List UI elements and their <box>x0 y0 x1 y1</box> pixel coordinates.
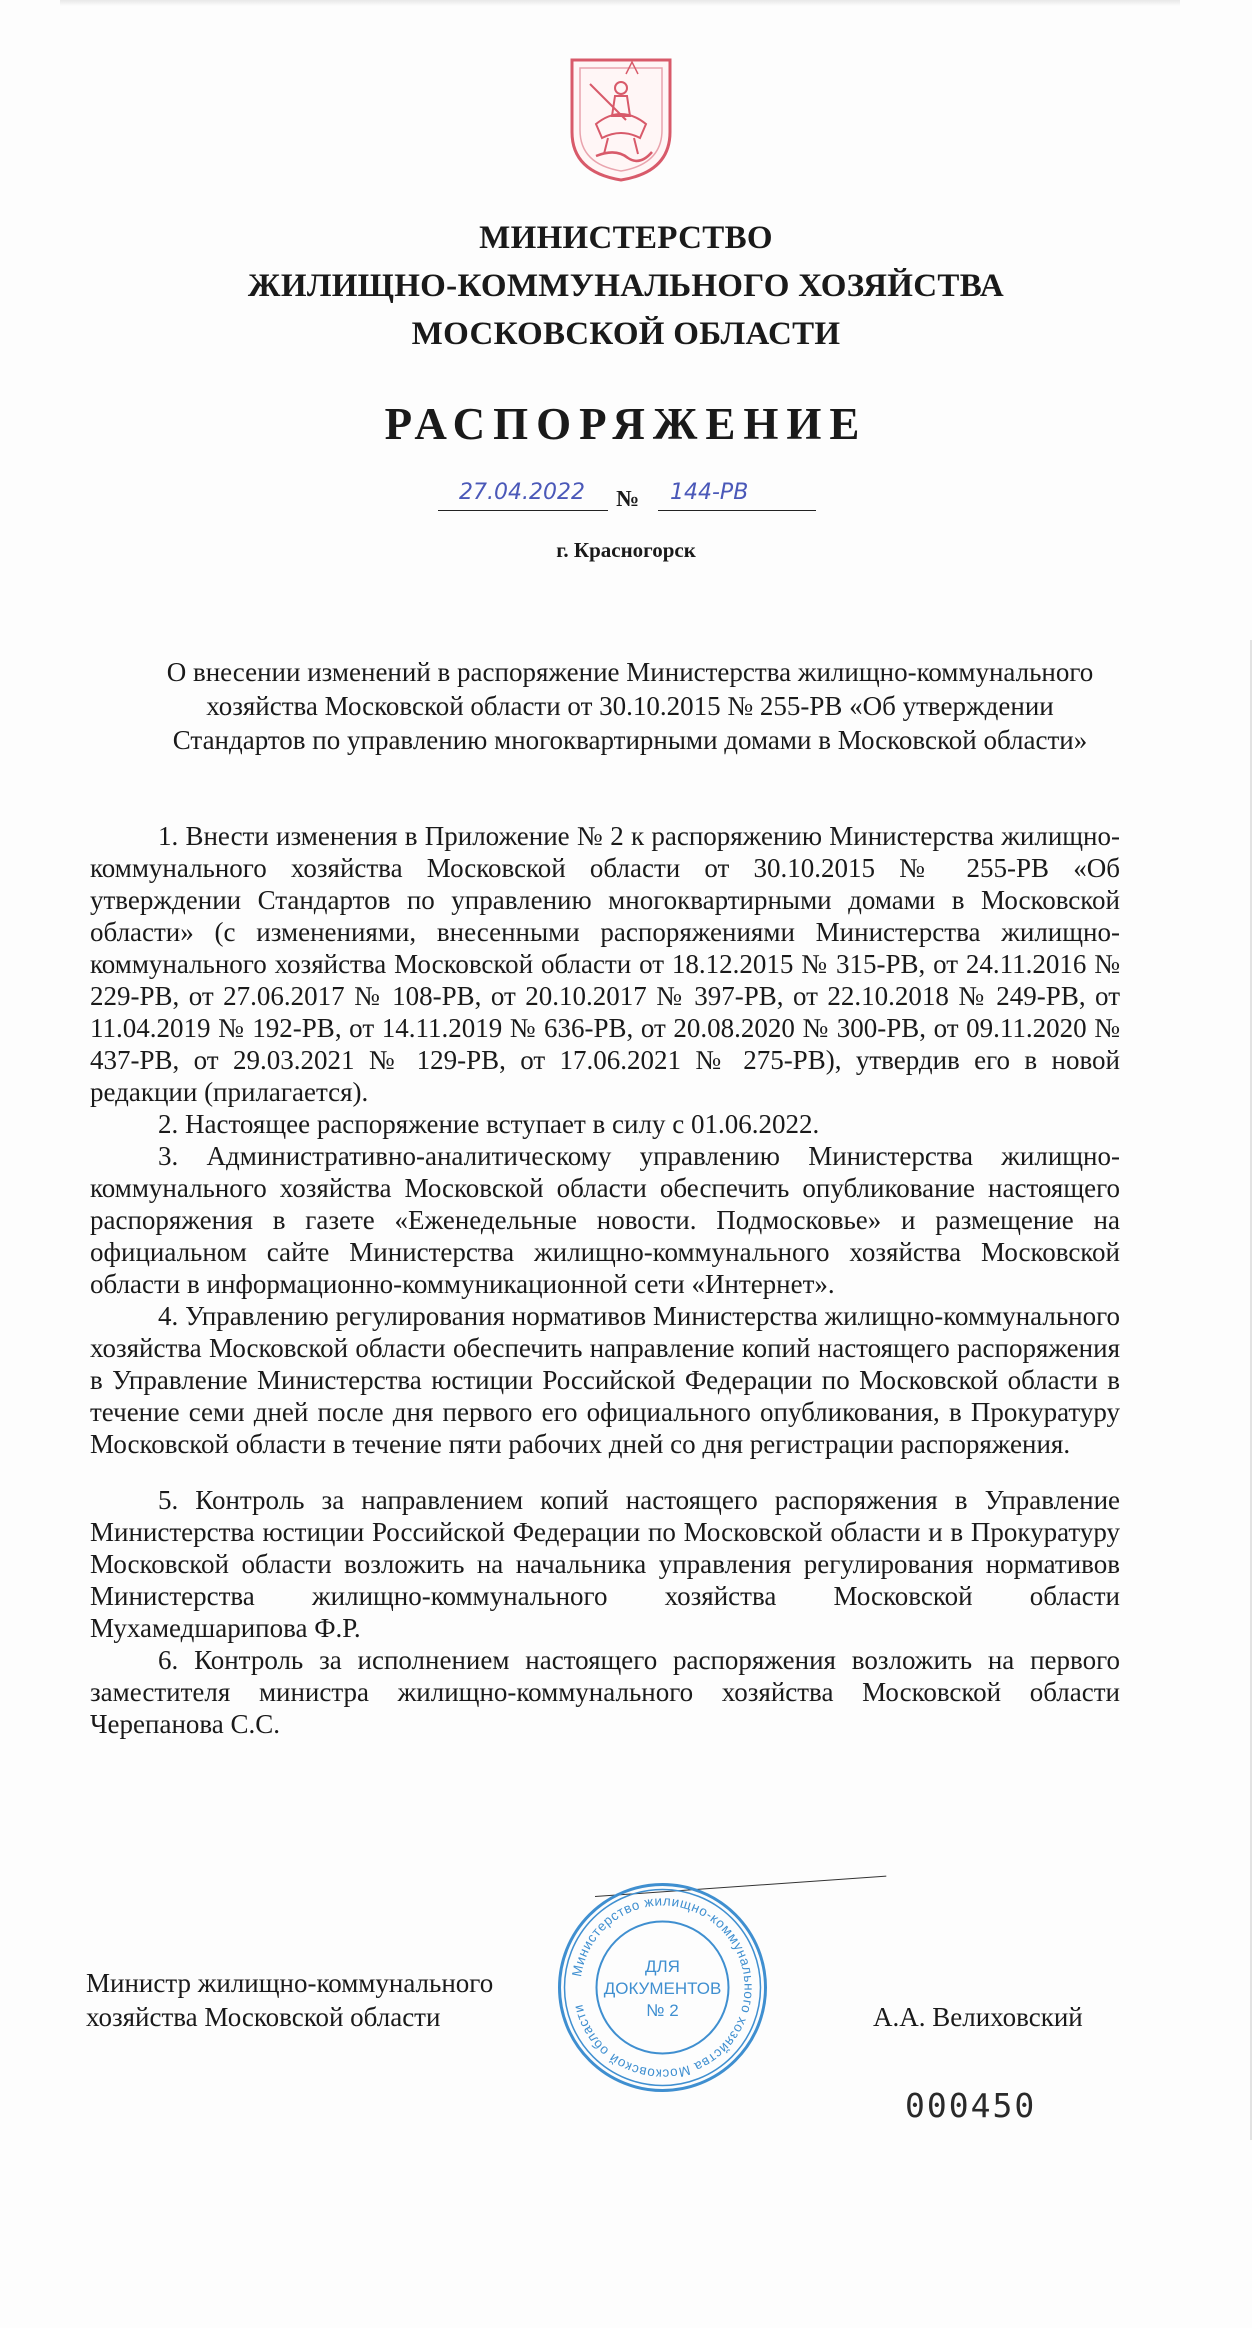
handwritten-number: 144-РВ <box>670 480 749 505</box>
paragraph-4: 4. Управлению регулирования нормативов Министерства жилищно-коммунального хозяйства Московской области обеспечить направление копий настоящего распоряжения в Управление Министерства юстиции Российской Федерации по Московской области в течение семи дней после дня первого его официального опубликования, в Прокуратуру Московской области в течение пяти рабочих дней со дня регистрации распоряжения. <box>90 1301 1120 1459</box>
serial-number: 000450 <box>905 2086 1037 2125</box>
document-type-title: РАСПОРЯЖЕНИЕ <box>384 399 868 449</box>
document-body <box>90 820 1120 1740</box>
date-underline <box>438 510 608 511</box>
paragraph-1: 1. Внести изменения в Приложение № 2 к распоряжению Министерства жилищно-коммунального хозяйства Московской области от 30.10.2015 № 255-РВ «Об утверждении Стандартов по управлению многоквартирными домами в Московской области» (с изменениями, внесенными распоряжениями Министерства жилищно-коммунального хозяйства Московской области от 18.12.2015 № 315-РВ, от 24.11.2016 № 229-РВ, от 27.06.2017 № 108-РВ, от 20.10.2017 № 397-РВ, от 22.10.2018 № 249-РВ, от 11.04.2019 № 192-РВ, от 14.11.2019 № 636-РВ, от 20.08.2020 № 300-РВ, от 09.11.2020 № 437-РВ, от 29.03.2021 № 129-РВ, от 17.06.2021 № 275-РВ), утвердив его в новой редакции (прилагается). <box>90 821 1120 1107</box>
city-name: г. Красногорск <box>556 538 696 562</box>
ministry-line-3: МОСКОВСКОЙ ОБЛАСТИ <box>411 316 841 352</box>
subject-line-3: Стандартов по управлению многоквартирными домами в Московской области» <box>172 725 1088 755</box>
ministry-line-2: ЖИЛИЩНО-КОММУНАЛЬНОГО ХОЗЯЙСТВА <box>247 268 1005 304</box>
signatory-title-line-1: Министр жилищно-коммунального <box>86 1968 494 1998</box>
number-sign: № <box>616 486 640 511</box>
stamp-line-2: ДОКУМЕНТОВ <box>603 1979 722 1998</box>
moscow-coat-of-arms-icon <box>566 54 676 184</box>
signatory-title <box>86 1966 493 2034</box>
ministry-name <box>0 214 1252 358</box>
paragraph-6: 6. Контроль за исполнением настоящего распоряжения возложить на первого заместителя министра жилищно-коммунального хозяйства Московской области Черепанова С.С. <box>90 1645 1120 1739</box>
date-number-line <box>438 478 818 518</box>
document-subject <box>100 655 1160 757</box>
paragraph-2: 2. Настоящее распоряжение вступает в силу с 01.06.2022. <box>158 1109 820 1139</box>
paragraph-5: 5. Контроль за направлением копий настоящего распоряжения в Управление Министерства юстиции Российской Федерации по Московской области и в Прокуратуру Московской области возложить на начальника управления регулирования нормативов Министерства жилищно-коммунального хозяйства Московской области Мухамедшарипова Ф.Р. <box>90 1485 1120 1643</box>
ministry-line-1: МИНИСТЕРСТВО <box>479 220 773 256</box>
stamp-ring-text: Министерство жилищно-коммунального хозяйства Московской области <box>569 1893 757 2082</box>
handwritten-date: 27.04.2022 <box>459 480 585 505</box>
signatory-title-line-2: хозяйства Московской области <box>86 2002 441 2032</box>
number-underline <box>658 510 816 511</box>
scan-top-shadow <box>60 0 1180 6</box>
subject-line-2: хозяйства Московской области от 30.10.2015 № 255-РВ «Об утверждении <box>206 691 1054 721</box>
stamp-line-3: № 2 <box>646 2001 679 2020</box>
official-stamp <box>555 1880 770 2095</box>
subject-line-1: О внесении изменений в распоряжение Министерства жилищно-коммунального <box>166 657 1094 687</box>
signatory-name: А.А. Велиховский <box>873 2002 1083 2032</box>
paragraph-3: 3. Административно-аналитическому управлению Министерства жилищно-коммунального хозяйства Московской области обеспечить опубликование настоящего распоряжения в газете «Еженедельные новости. Подмосковье» и размещение на официальном сайте Министерства жилищно-коммунального хозяйства Московской области в информационно-коммуникационной сети «Интернет». <box>90 1141 1120 1299</box>
stamp-line-1: ДЛЯ <box>645 1957 680 1976</box>
